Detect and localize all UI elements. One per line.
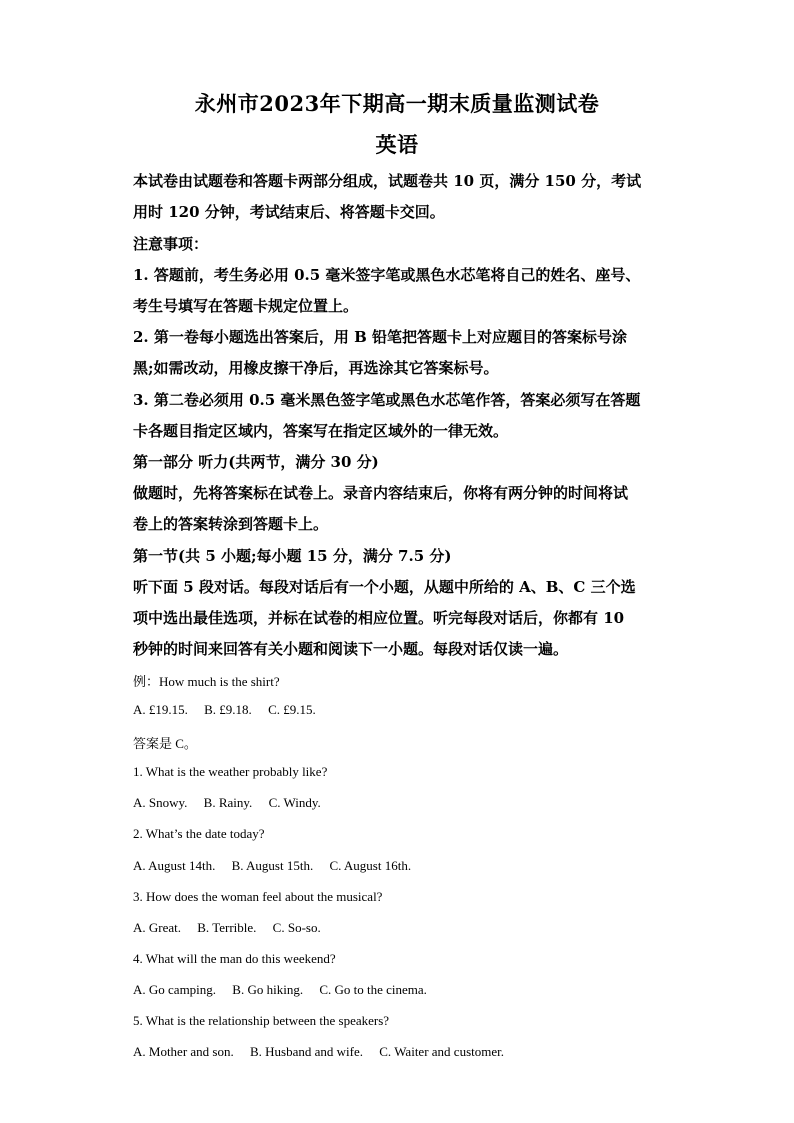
- question-3-option-a: A. Great.: [133, 920, 182, 935]
- question-5-option-c: C. Waiter and customer.: [379, 1044, 504, 1059]
- note-1-line-2: 考生号填写在答题卡规定位置上。: [133, 297, 359, 315]
- note-3-line-2: 卡各题目指定区域内，答案写在指定区域外的一律无效。: [133, 422, 509, 440]
- question-1-option-b: B. Rainy.: [203, 795, 253, 810]
- question-5-option-b: B. Husband and wife.: [250, 1044, 364, 1059]
- example-option-c: C. £9.15.: [268, 702, 316, 717]
- note-1-line-1: 1. 答题前，考生务必用 0.5 毫米签字笔或黑色水芯笔将自己的姓名、座号、: [133, 266, 641, 284]
- note-2-line-2: 黑;如需改动，用橡皮擦干净后，再选涂其它答案标号。: [133, 359, 499, 377]
- question-3-options: [133, 920, 321, 936]
- question-4-option-c: C. Go to the cinema.: [319, 982, 427, 997]
- section1-desc-line-1: 听下面 5 段对话。每段对话后有一个小题，从题中所给的 A、B、C 三个选: [133, 578, 636, 596]
- notes-heading: 注意事项：: [133, 235, 209, 253]
- question-2-option-b: B. August 15th.: [231, 858, 314, 873]
- question-1: 1. What is the weather probably like?: [133, 764, 328, 779]
- question-4-option-a: A. Go camping.: [133, 982, 217, 997]
- part1-desc-line-1: 做题时，先将答案标在试卷上。录音内容结束后，你将有两分钟的时间将试: [133, 484, 629, 502]
- question-3-option-b: B. Terrible.: [197, 920, 257, 935]
- note-2-line-1: 2. 第一卷每小题选出答案后，用 B 铅笔把答题卡上对应题目的答案标号涂: [133, 328, 628, 346]
- part1-desc-line-2: 卷上的答案转涂到答题卡上。: [133, 515, 329, 533]
- question-4-option-b: B. Go hiking.: [232, 982, 304, 997]
- intro-line-2: 用时 120 分钟，考试结束后、将答题卡交回。: [133, 203, 445, 221]
- question-1-options: [133, 795, 321, 811]
- section1-desc-line-2: 项中选出最佳选项，并标在试卷的相应位置。听完每段对话后，你都有 10: [133, 609, 625, 627]
- question-5-option-a: A. Mother and son.: [133, 1044, 234, 1059]
- example-question: 例：How much is the shirt?: [133, 674, 280, 689]
- question-2-option-a: A. August 14th.: [133, 858, 216, 873]
- note-3-line-1: 3. 第二卷必须用 0.5 毫米黑色签字笔或黑色水芯笔作答，答案必须写在答题: [133, 391, 641, 409]
- intro-line-1: 本试卷由试题卷和答题卡两部分组成，试题卷共 10 页，满分 150 分，考试: [133, 172, 642, 190]
- question-1-option-a: A. Snowy.: [133, 795, 188, 810]
- example-answer: 答案是 C。: [133, 736, 197, 751]
- section1-desc-line-3: 秒钟的时间来回答有关小题和阅读下一小题。每段对话仅读一遍。: [133, 640, 569, 658]
- question-5: 5. What is the relationship between the speakers?: [133, 1013, 390, 1028]
- question-4: 4. What will the man do this weekend?: [133, 951, 336, 966]
- question-2-options: [133, 858, 411, 874]
- part1-heading: 第一部分 听力(共两节，满分 30 分): [133, 453, 379, 471]
- section1-heading: 第一节(共 5 小题;每小题 15 分，满分 7.5 分): [133, 547, 452, 565]
- question-4-options: [133, 982, 427, 998]
- subject-title: 英语: [375, 132, 419, 157]
- example-option-b: B. £9.18.: [204, 702, 252, 717]
- question-2: 2. What’s the date today?: [133, 826, 265, 841]
- question-1-option-c: C. Windy.: [268, 795, 321, 810]
- question-2-option-c: C. August 16th.: [329, 858, 412, 873]
- exam-title: 永州市2023年下期高一期末质量监测试卷: [194, 91, 600, 116]
- example-option-a: A. £19.15.: [133, 702, 188, 717]
- example-options: [133, 702, 316, 718]
- question-3: 3. How does the woman feel about the musical?: [133, 889, 383, 904]
- question-5-options: [133, 1044, 504, 1060]
- question-3-option-c: C. So-so.: [272, 920, 321, 935]
